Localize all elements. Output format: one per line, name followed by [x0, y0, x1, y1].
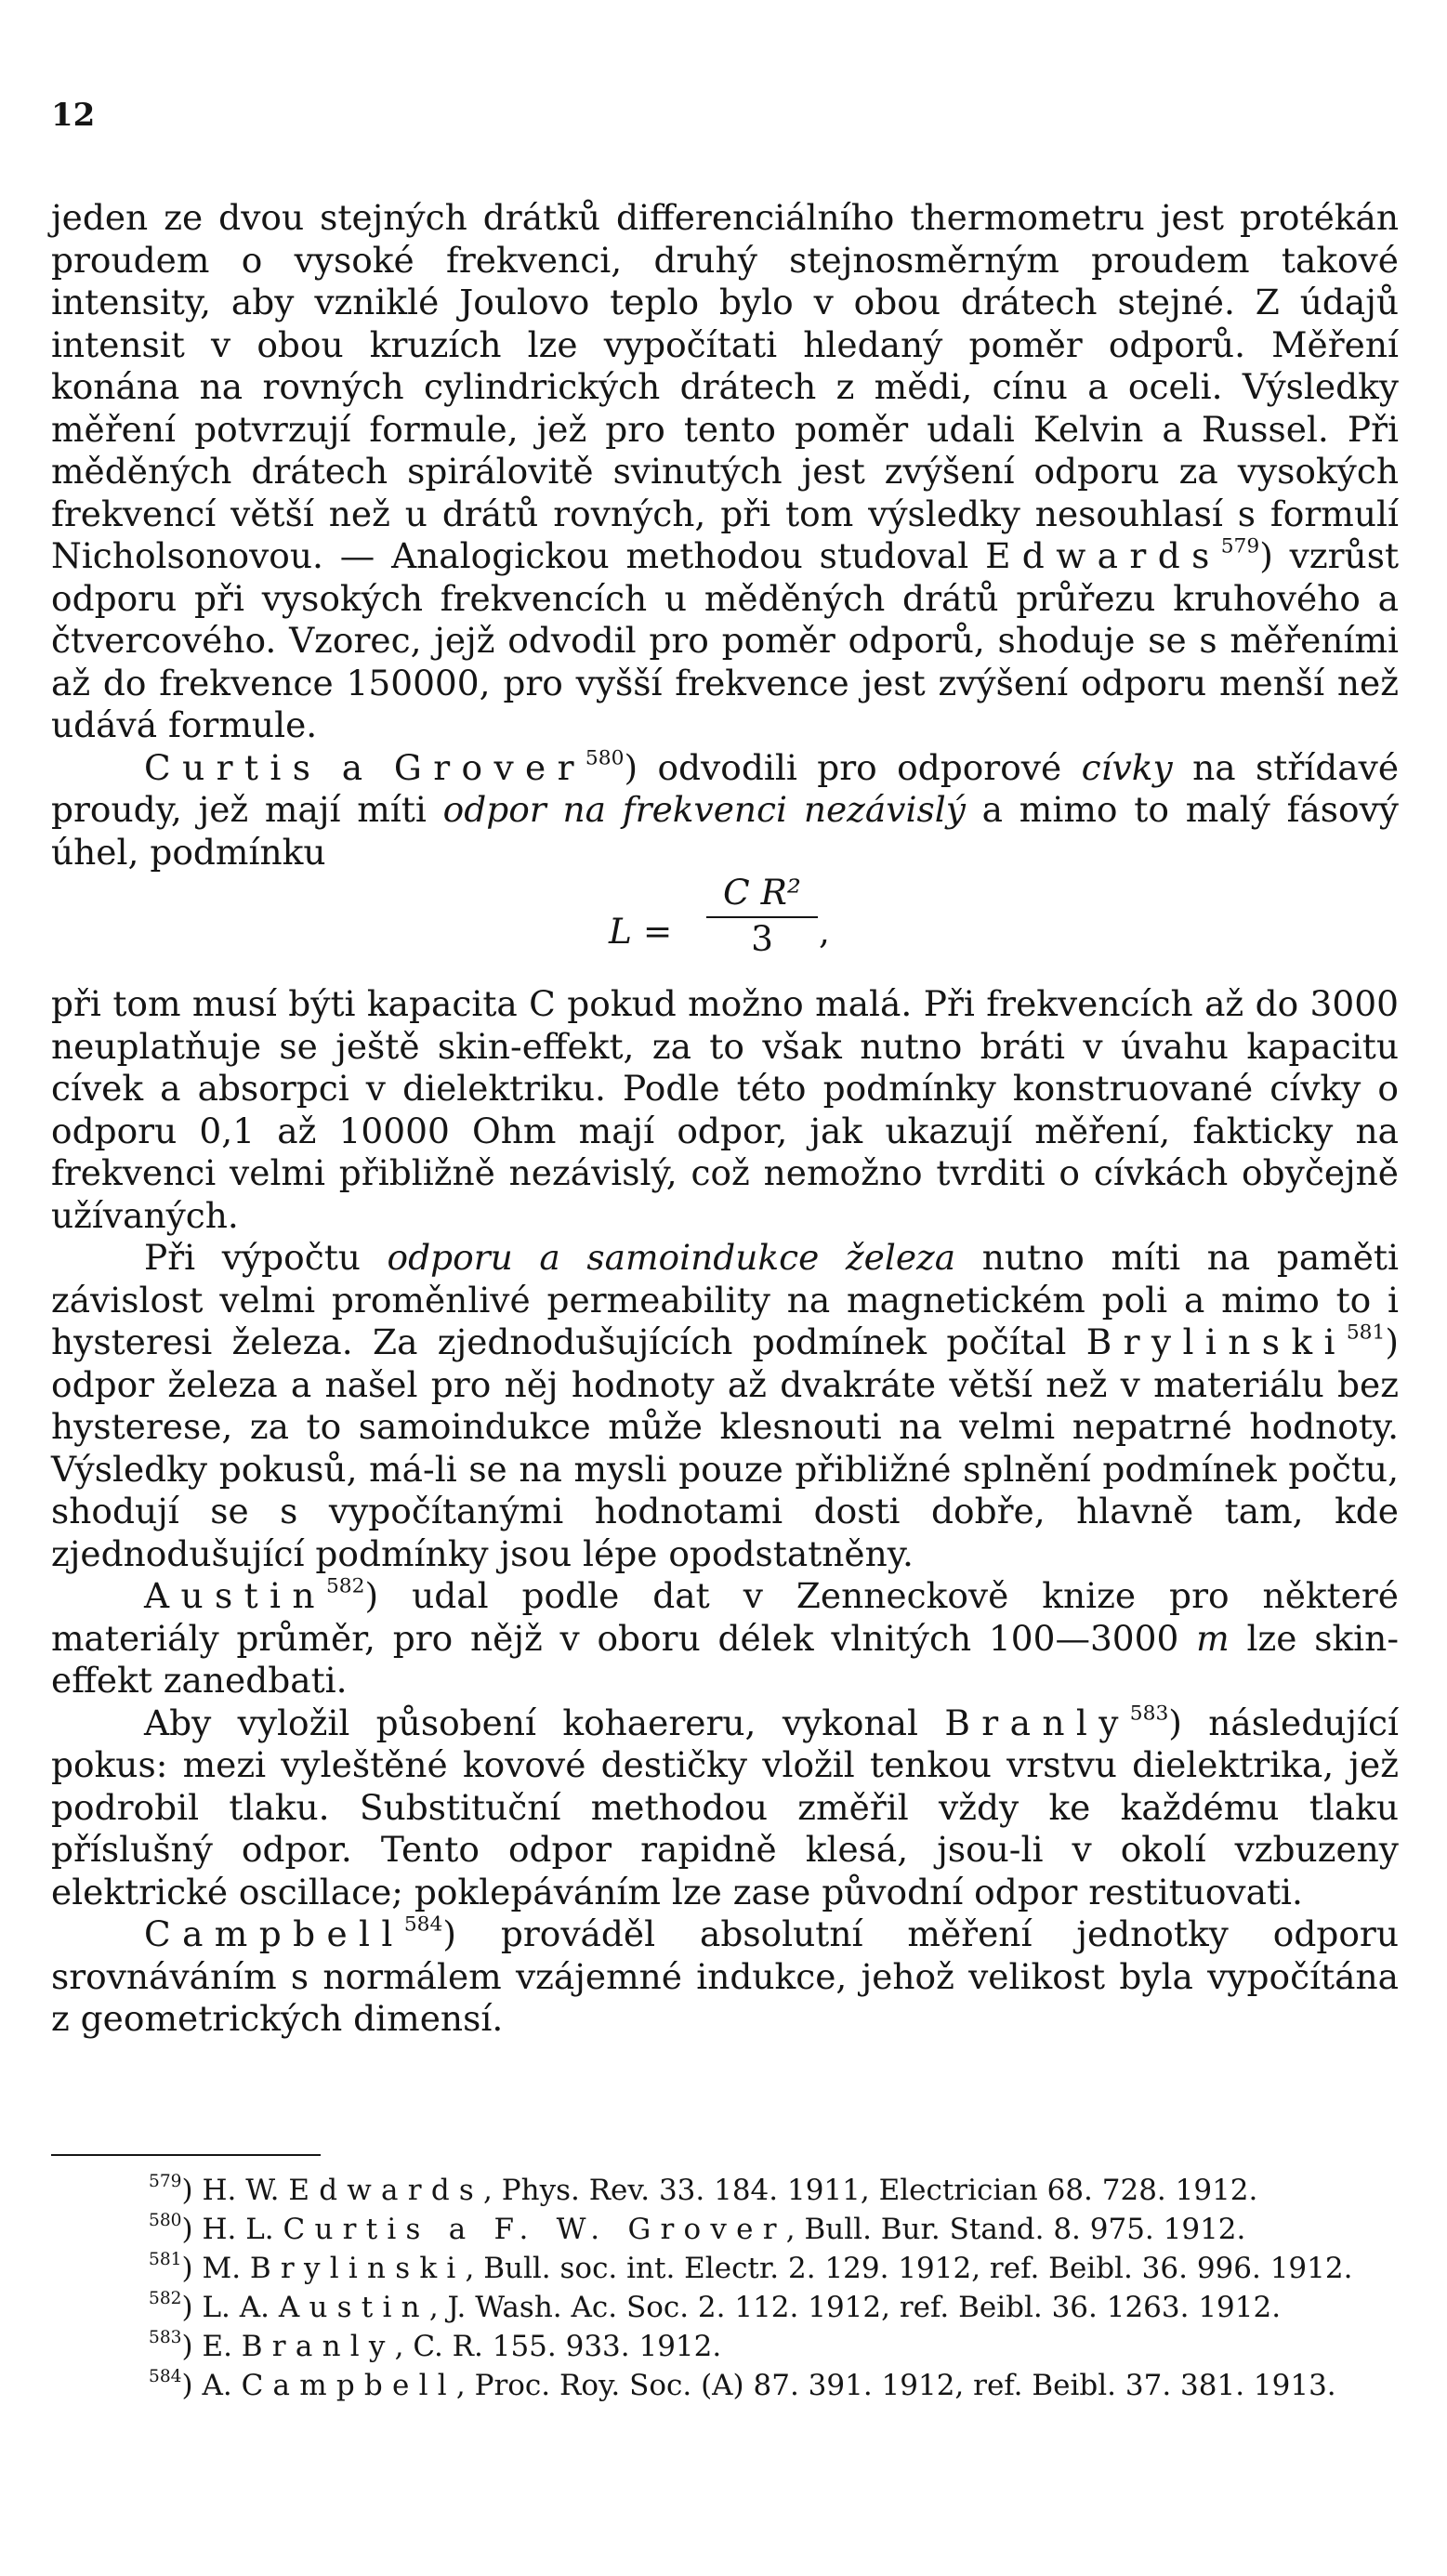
paragraph-text: Aby vyložil působení kohaereru, vykonal: [144, 1702, 918, 1743]
formula: [51, 874, 1399, 983]
paragraph-text: na střídavé proudy, jež mají míti: [51, 746, 1400, 830]
formula-numerator: C R²: [706, 872, 818, 918]
footnotes: [51, 2171, 1389, 2405]
paragraph-text: Při výpočtu: [144, 1237, 388, 1278]
emphasis: odporu a samoindukce železa: [387, 1237, 956, 1278]
footnote-citation: , C. R. 155. 933. 1912.: [394, 2330, 722, 2363]
footnote-initials: M.: [202, 2252, 250, 2285]
footnote: $^{583}$) E. Branly, C. R. 155. 933. 1912.: [149, 2328, 722, 2363]
paragraph-text: nutno míti na paměti závislost velmi proměnlivé permeability na magnetickém poli a mimo to i hysteresi železa. Za zjednodušujících podmínek počítal: [51, 1237, 1399, 1362]
paragraph-7: [51, 1913, 1399, 2041]
paragraph-1: [51, 197, 1399, 747]
formula-comma: ,: [819, 911, 830, 952]
footnote-citation: , Bull. soc. int. Electr. 2. 129. 1912, ref. Beibl. 36. 996. 1912.: [465, 2252, 1353, 2285]
footnote-divider: [51, 2154, 321, 2156]
footnote-number: 581: [149, 2250, 182, 2270]
footnote: $^{579}$) H. W. Edwards, Phys. Rev. 33. 184. 1911, Electrician 68. 728. 1912.: [149, 2172, 1258, 2207]
paragraph-text: lze skin-effekt zanedbati.: [51, 1617, 1399, 1701]
footnote-citation: , Phys. Rev. 33. 184. 1911, Electrician 68. 728. 1912.: [483, 2174, 1258, 2207]
footnote-initials: A.: [202, 2369, 242, 2402]
paragraph-text: ) vzrůst odporu při vysokých frekvencích u měděných drátů průřezu kruhového a čtvercového. Vzorec, jejž odvodil pro poměr odporů, shoduje se s měřeními až do frekvence 150000, pro vyšší frekvence jest zvýšení odporu menší než udává formule.: [51, 535, 1400, 745]
footnote-number: 584: [149, 2367, 182, 2387]
footnote-author: Austin: [278, 2291, 429, 2324]
footnote-citation: , Bull. Bur. Stand. 8. 975. 1912.: [785, 2213, 1246, 2246]
footnote: $^{582}$) L. A. Austin, J. Wash. Ac. Soc. 2. 112. 1912, ref. Beibl. 36. 1263. 1912.: [149, 2289, 1282, 2324]
footnote-author: Branly: [241, 2330, 395, 2363]
footnote-initials: E.: [202, 2330, 242, 2363]
paragraph-3: při tom musí býti kapacita C pokud možno malá. Při frekvencích až do 3000 neuplatňuje se ještě skin-effekt, za to však nutno bráti v úvahu kapacitu cívek a absorpci v dielektriku. Podle této podmínky konstruované cívky o odporu 0,1 až 10000 Ohm mají odpor, jak ukazují měření, fakticky na frekvenci velmi přibližně nezávislý, což nemožno tvrditi o cívkách obyčejně užívaných.: [51, 983, 1399, 1236]
author-name: Austin: [144, 1575, 326, 1616]
footnote-number: 582: [149, 2289, 182, 2309]
footnote-number: 583: [149, 2328, 182, 2348]
author-name: Campbell: [144, 1913, 404, 1954]
formula-lhs: L =: [609, 911, 673, 952]
footnote-ref: 580: [585, 746, 625, 770]
footnote-initials: H. L.: [202, 2213, 283, 2246]
paragraph-6: [51, 1702, 1399, 1914]
paragraph-text: ) následující pokus: mezi vyleštěné kovové destičky vložil tenkou vrstvu dielektrika, jež podrobil tlaku. Substituční methodou změřil vždy ke každému tlaku příslušný odpor. Tento odpor rapidně klesá, jsou-li v okolí vzbuzeny elektrické oscillace; poklepáváním lze zase původní odpor restituovati.: [51, 1702, 1399, 1912]
paragraph-text: ) udal podle dat v Zenneckově knize pro některé materiály průměr, pro nějž v oboru délek vlnitých 100—3000: [51, 1575, 1399, 1659]
footnote-author: Campbell: [241, 2369, 456, 2402]
footnote-ref: 583: [1129, 1702, 1169, 1726]
footnote-citation: , J. Wash. Ac. Soc. 2. 112. 1912, ref. Beibl. 36. 1263. 1912.: [428, 2291, 1282, 2324]
footnote-ref: 579: [1220, 534, 1260, 559]
footnote-author: Curtis a F. W. Grover: [283, 2213, 786, 2246]
conjunction: a: [341, 746, 375, 788]
emphasis: m: [1196, 1617, 1230, 1659]
emphasis: odpor na frekvenci nezávislý: [442, 789, 966, 830]
footnote-number: 579: [149, 2172, 182, 2192]
paragraph-text: ) odpor železa a našel pro něj hodnoty až dvakráte větší než v materiálu bez hysterese, za to samoindukce může klesnouti na velmi nepatrné hodnoty. Výsledky pokusů, má-li se na mysli pouze přibližné splnění podmínek počtu, shodují se s vypočítanými hodnotami dosti dobře, hlavně tam, kde zjednodušující podmínky jsou lépe opodstatněny.: [51, 1321, 1399, 1574]
paragraph-2: [51, 747, 1399, 874]
footnote-author: Edwards: [288, 2174, 484, 2207]
footnote-number: 580: [149, 2211, 182, 2231]
paragraph-text: jeden ze dvou stejných drátků differenciálního thermometru jest protékán proudem o vysoké frekvenci, druhý stejnosměrným proudem takové intensity, aby vzniklé Joulovo teplo bylo v obou drátech stejné. Z údajů intensit v obou kruzích lze vypočítati hledaný poměr odporů. Měření konána na rovných cylindrických drátech z mědi, cínu a oceli. Výsledky měření potvrzují formule, jež pro tento poměr udali Kelvin a Russel. Při měděných drátech spirálovitě svinutých jest zvýšení odporu za vysokých frekvencí větší než u drátů rovných, při tom výsledky nesouhlasí s formulí Nicholsonovou. — Analogickou methodou studoval: [51, 197, 1399, 576]
paragraph-text: ) odvodili pro odporové: [624, 746, 1082, 788]
footnote-citation: , Proc. Roy. Soc. (A) 87. 391. 1912, ref. Beibl. 37. 381. 1913.: [455, 2369, 1336, 2402]
footnote-ref: 584: [403, 1912, 443, 1937]
formula-denominator: 3: [751, 917, 773, 959]
author-name: Brylinski: [1085, 1321, 1347, 1362]
author-name: Edwards: [985, 535, 1221, 576]
author-name: Grover: [393, 746, 585, 788]
emphasis: cívky: [1081, 746, 1173, 788]
footnote-initials: H. W.: [202, 2174, 289, 2207]
footnote: $^{584}$) A. Campbell, Proc. Roy. Soc. (A) 87. 391. 1912, ref. Beibl. 37. 381. 1913.: [149, 2367, 1336, 2402]
footnote: $^{580}$) H. L. Curtis a F. W. Grover, Bull. Bur. Stand. 8. 975. 1912.: [149, 2211, 1246, 2246]
paragraph-text: a mimo to malý fásový úhel, podmínku: [51, 789, 1399, 873]
footnote: $^{581}$) M. Brylinski, Bull. soc. int. Electr. 2. 129. 1912, ref. Beibl. 36. 996. 1912.: [149, 2250, 1353, 2285]
page-number: 12: [51, 97, 96, 134]
body-text: [51, 197, 1399, 2041]
footnote-ref: 581: [1346, 1321, 1386, 1345]
author-name: Branly: [944, 1702, 1130, 1743]
paragraph-text: ) prováděl absolutní měření jednotky odporu srovnáváním s normálem vzájemné indukce, jehož velikost byla vypočítána z geometrických dimensí.: [51, 1913, 1399, 2039]
paragraph-4: [51, 1237, 1399, 1575]
paragraph-5: [51, 1575, 1399, 1702]
author-name: Curtis: [144, 746, 322, 788]
footnote-ref: 582: [325, 1574, 365, 1598]
footnote-author: Brylinski: [249, 2252, 466, 2285]
footnote-initials: L. A.: [202, 2291, 279, 2324]
formula-fraction: [706, 872, 818, 960]
